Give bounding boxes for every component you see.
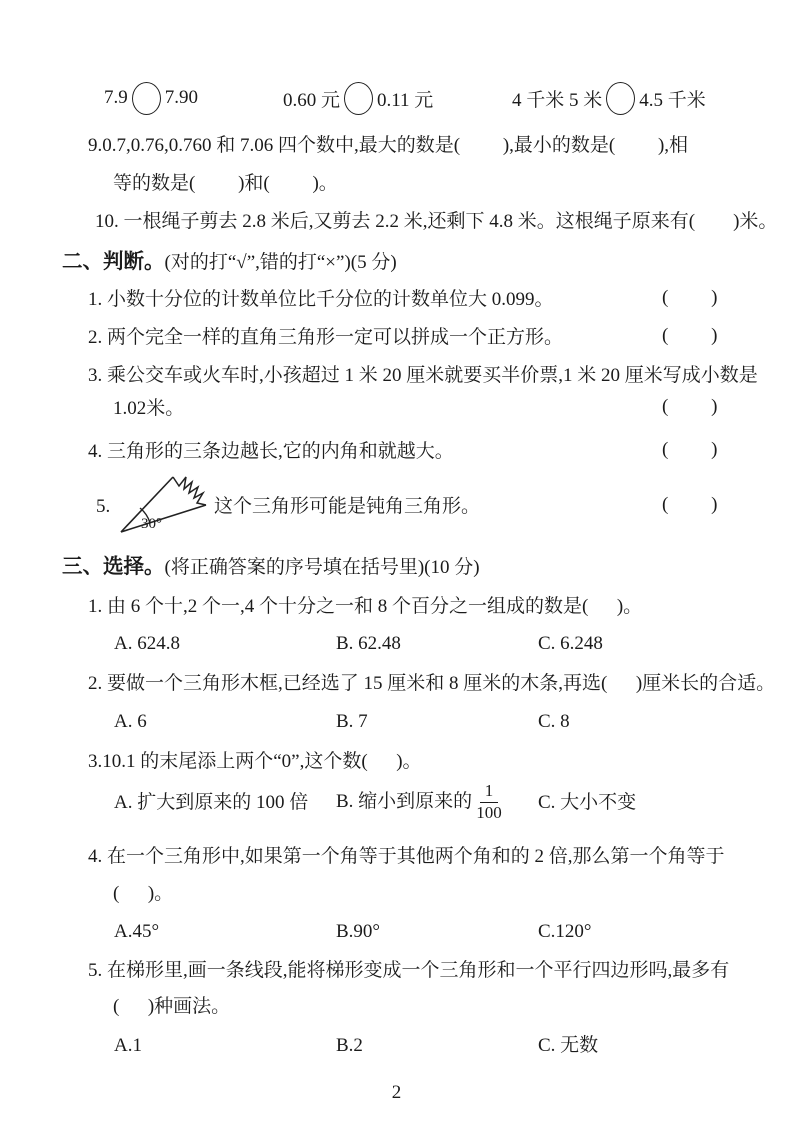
judge-item-5-number: 5. xyxy=(96,496,111,517)
choice-question-4-line-1: 4. 在一个三角形中,如果第一个角等于其他两个角和的 2 倍,那么第一个角等于 xyxy=(88,846,725,867)
choice-1-option-b: B. 62.48 xyxy=(336,633,401,654)
comparison-3-left-value: 4 千米 5 米 xyxy=(512,89,603,111)
judge-heading-note: (对的打“√”,错的打“×”)(5 分) xyxy=(164,252,397,273)
comparison-item-1 xyxy=(104,79,198,117)
comparison-circle-icon xyxy=(344,82,373,115)
choice-question-1: 1. 由 6 个十,2 个一,4 个十分之一和 8 个百分之一组成的数是( )。 xyxy=(88,596,643,617)
question-10: 10. 一根绳子剪去 2.8 米后,又剪去 2.2 米,还剩下 4.8 米。这根绳子原来有( )米。 xyxy=(95,211,778,232)
choice-5-option-c: C. 无数 xyxy=(538,1035,599,1056)
question-9-line-1: 9.0.7,0.76,0.760 和 7.06 四个数中,最大的数是( ),最小的数是( ),相 xyxy=(88,135,689,156)
choice-4-option-b: B.90° xyxy=(336,921,381,942)
choice-question-4-line-2: ( )。 xyxy=(113,883,174,904)
comparison-2-left-value: 0.60 元 xyxy=(283,89,341,111)
choice-heading-note: (将正确答案的序号填在括号里)(10 分) xyxy=(164,557,480,578)
torn-edge xyxy=(173,477,206,505)
choice-5-option-b: B.2 xyxy=(336,1035,363,1056)
choice-section-heading xyxy=(62,554,480,581)
choice-2-option-c: C. 8 xyxy=(538,711,570,732)
judge-item-2-answer-blank: ( ) xyxy=(662,325,718,346)
choice-3-option-b xyxy=(336,772,503,832)
fraction-denominator: 100 xyxy=(476,802,502,822)
judge-item-3-line-2: 1.02米。 xyxy=(113,398,185,419)
fraction-1-100 xyxy=(475,781,503,823)
choice-question-3: 3.10.1 的末尾添上两个“0”,这个数( )。 xyxy=(88,751,422,772)
judge-item-2-text: 2. 两个完全一样的直角三角形一定可以拼成一个正方形。 xyxy=(88,327,564,348)
question-9-line-2: 等的数是( )和( )。 xyxy=(113,173,338,194)
choice-heading-title: 三、选择。 xyxy=(62,556,165,578)
choice-question-2: 2. 要做一个三角形木框,已经选了 15 厘米和 8 厘米的木条,再选( )厘米长的合适。 xyxy=(88,673,776,694)
angle-degree-label: 30° xyxy=(141,516,162,532)
judge-heading-title: 二、判断。 xyxy=(62,251,165,273)
comparison-1-left-value: 7.9 xyxy=(104,87,128,108)
comparison-2-right-value: 0.11 元 xyxy=(377,89,434,111)
page-number: 2 xyxy=(391,1082,402,1103)
choice-3-option-c: C. 大小不变 xyxy=(538,792,637,813)
fraction-numerator: 1 xyxy=(480,781,499,802)
comparison-circle-icon xyxy=(132,82,161,115)
choice-2-option-b: B. 7 xyxy=(336,711,368,732)
judge-item-5-text: 这个三角形可能是钝角三角形。 xyxy=(214,496,481,517)
choice-3-option-b-label: B. 缩小到原来的 xyxy=(336,791,473,812)
judge-item-3-line-1: 3. 乘公交车或火车时,小孩超过 1 米 20 厘米就要买半价票,1 米 20 厘米写成小数是 xyxy=(88,365,758,386)
choice-1-option-c: C. 6.248 xyxy=(538,633,603,654)
judge-item-4-answer-blank: ( ) xyxy=(662,439,718,460)
choice-1-option-a: A. 624.8 xyxy=(114,633,180,654)
judge-item-1-answer-blank: ( ) xyxy=(662,287,718,308)
angle-30-figure xyxy=(118,474,212,536)
comparison-1-right-value: 7.90 xyxy=(164,87,198,108)
comparison-3-right-value: 4.5 千米 xyxy=(639,89,706,111)
judge-section-heading xyxy=(62,249,397,276)
comparison-item-2 xyxy=(283,79,433,117)
judge-item-5-answer-blank: ( ) xyxy=(662,494,718,515)
choice-4-option-a: A.45° xyxy=(114,921,160,942)
choice-question-5-line-2: ( )种画法。 xyxy=(113,996,231,1017)
choice-3-option-a: A. 扩大到原来的 100 倍 xyxy=(114,792,309,813)
comparison-item-3 xyxy=(512,79,706,117)
judge-item-3-answer-blank: ( ) xyxy=(662,396,718,417)
comparison-circle-icon xyxy=(606,82,635,115)
choice-2-option-a: A. 6 xyxy=(114,711,147,732)
choice-5-option-a: A.1 xyxy=(114,1035,142,1056)
judge-item-4-text: 4. 三角形的三条边越长,它的内角和就越大。 xyxy=(88,441,454,462)
choice-question-5-line-1: 5. 在梯形里,画一条线段,能将梯形变成一个三角形和一个平行四边形吗,最多有 xyxy=(88,960,730,981)
choice-4-option-c: C.120° xyxy=(538,921,592,942)
judge-item-1-text: 1. 小数十分位的计数单位比千分位的计数单位大 0.099。 xyxy=(88,289,554,310)
